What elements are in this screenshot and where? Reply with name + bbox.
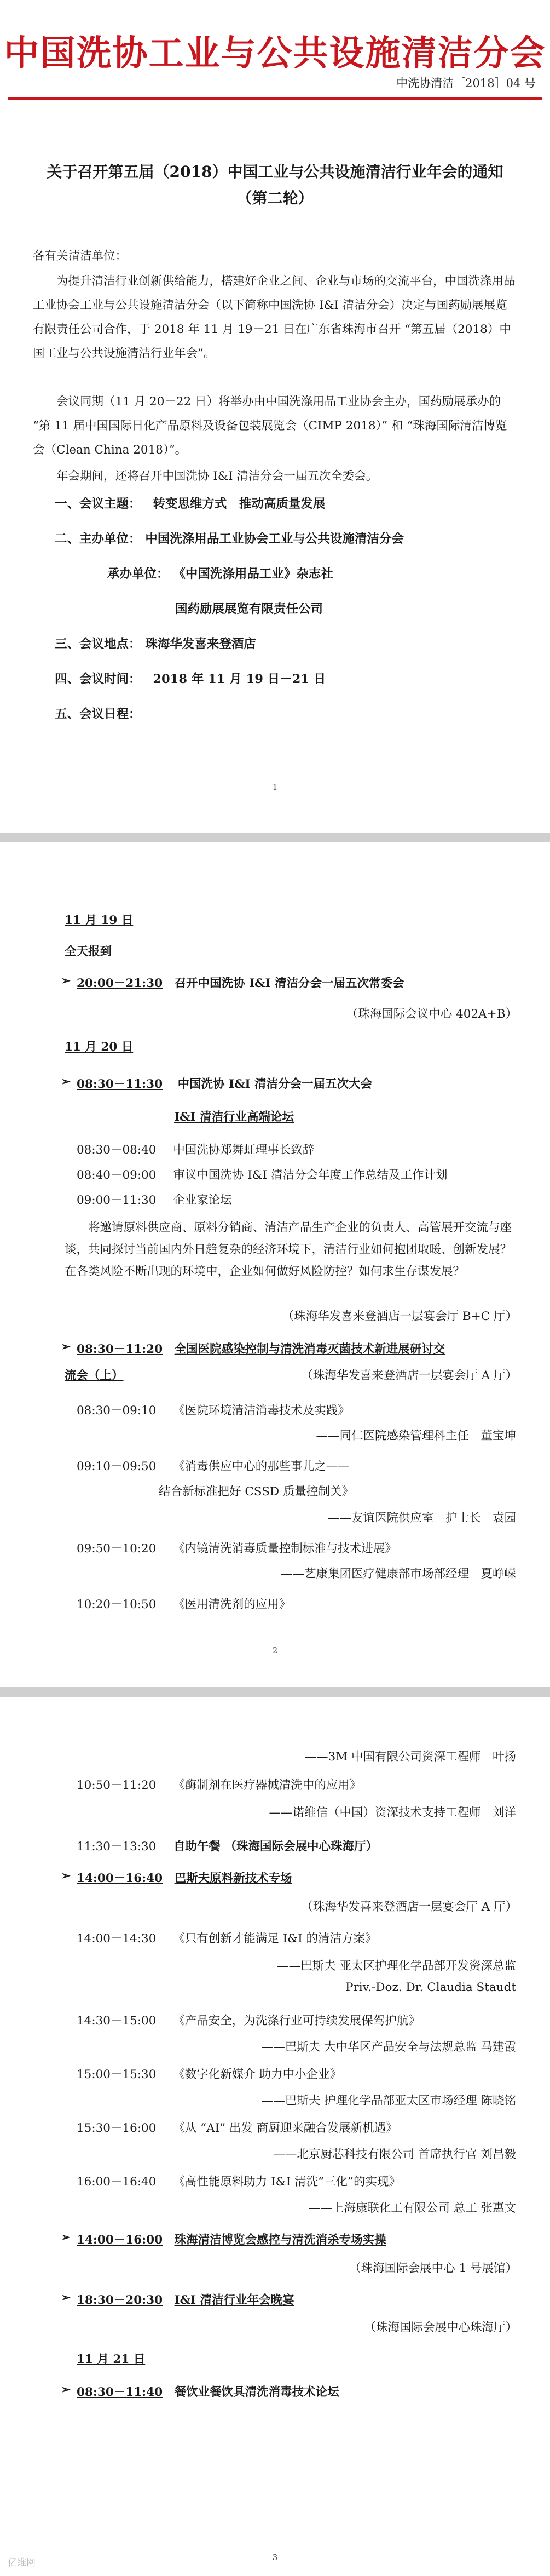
event-title: 巴斯夫原料新技术专场 (174, 1872, 292, 1885)
salutation: 各有关清洁单位： (33, 249, 128, 263)
talk-time: 15:00－15:30 (77, 2068, 157, 2081)
talk-time: 09:10－09:50 (77, 1460, 157, 1473)
event-location: （珠海国际会展中心 1 号展馆） (349, 2262, 517, 2275)
talk-speaker: ——巴斯夫 大中华区产品安全与法规总监 马建霞 (261, 2040, 516, 2054)
schedule-day-heading: 11 月 20 日 (65, 1040, 134, 1054)
talk-speaker: ——巴斯夫 护理化学品部亚太区市场经理 陈晓铭 (261, 2094, 516, 2108)
row-text: 中国洗协郑舞虹理事长致辞 (173, 1143, 315, 1157)
agenda-row (77, 1140, 314, 1157)
letterhead-divider (8, 97, 542, 100)
lunch-label: 自助午餐 (173, 1840, 221, 1854)
section-venue (55, 633, 256, 655)
document-page-3 (0, 1697, 550, 2576)
arrow-bullet-icon: ➢ (61, 2291, 71, 2304)
section-value: 转变思维方式 推动高质量发展 (153, 497, 326, 511)
talk-speaker: ——3M 中国有限公司资深工程师 叶扬 (304, 1750, 516, 1764)
agenda-event (77, 974, 404, 991)
event-location: （珠海华发喜来登酒店一层宴会厅 A 厅） (301, 1900, 517, 1914)
arrow-bullet-icon: ➢ (61, 2230, 71, 2244)
event-title: 中国洗协 I&I 清洁分会一届五次大会 (177, 1077, 373, 1091)
agenda-row (77, 1191, 232, 1208)
page-number: 2 (272, 1645, 278, 1655)
event-time: 08:30－11:40 (77, 2385, 163, 2399)
talk-time: 09:50－10:20 (77, 1542, 157, 1556)
talk-time: 16:00－16:40 (77, 2175, 157, 2189)
talk-title: 《消毒供应中心的那些事儿之—— (173, 1460, 350, 1473)
schedule-day-heading: 11 月 21 日 (77, 2353, 146, 2366)
talk-speaker: ——艺康集团医疗健康部市场部经理 夏峥嵘 (280, 1567, 516, 1581)
section-value: 珠海华发喜来登酒店 (145, 637, 256, 651)
event-time: 18:30－20:30 (77, 2293, 163, 2307)
talk-speaker: ——北京厨芯科技有限公司 首席执行官 刘昌毅 (273, 2148, 516, 2161)
org-letterhead-title: 中国洗协工业与公共设施清洁分会 (4, 33, 546, 74)
talk-title: 《数字化新媒介 助力中小企业》 (173, 2068, 342, 2081)
event-location: （珠海华发喜来登酒店一层宴会厅 A 厅） (301, 1369, 517, 1382)
talk-row (77, 1776, 361, 1793)
talk-row (77, 1929, 377, 1946)
section-label: 一、会议主题： (55, 497, 141, 511)
talk-speaker: ——巴斯夫 亚太区护理化学品部开发资深总监 (277, 1959, 516, 1973)
arrow-bullet-icon: ➢ (61, 974, 71, 987)
page-number: 1 (272, 782, 278, 792)
talk-title: 《酶制剂在医疗器械清洗中的应用》 (173, 1778, 362, 1792)
intro-paragraph-3: 年会期间，还将召开中国洗协 I&I 清洁分会一届五次全委会。 (56, 469, 378, 483)
site-watermark: 亿维网 (8, 2557, 36, 2568)
talk-time: 15:30－16:00 (77, 2121, 157, 2135)
section-label: 承办单位： (107, 567, 169, 581)
section-organizer (55, 528, 404, 550)
event-title: 餐饮业餐饮具清洗消毒技术论坛 (174, 2385, 339, 2399)
lunch-location: （珠海国际会展中心珠海厅） (224, 1840, 378, 1854)
section-label: 二、主办单位： (55, 532, 141, 546)
talk-title: 《医用清洗剂的应用》 (173, 1598, 291, 1611)
event-time: 20:00－21:30 (77, 977, 163, 990)
event-location: （珠海国际会展中心珠海厅） (364, 2321, 517, 2334)
talk-row (77, 2119, 398, 2136)
event-title-continued: 流会（上） (65, 1369, 124, 1382)
talk-title: 《产品安全，为洗涤行业可持续发展保驾护航》 (173, 2014, 420, 2028)
arrow-bullet-icon: ➢ (61, 1075, 71, 1088)
talk-title: 《从 “AI” 出发 商厨迎来融合发展新机遇》 (173, 2121, 398, 2135)
event-time: 14:00－16:00 (77, 2233, 163, 2247)
talk-speaker: ——同仁医院感染管理科主任 董宝坤 (316, 1429, 516, 1443)
talk-row (77, 2172, 401, 2189)
section-co-organizer (107, 563, 333, 585)
lunch-time: 11:30－13:30 (77, 1840, 157, 1854)
agenda-row (77, 1166, 448, 1183)
talk-row (77, 1539, 397, 1556)
co-organizer-2: 国药励展展览有限责任公司 (175, 602, 323, 616)
event-title: 全国医院感染控制与清洗消毒灭菌技术新进展研讨交 (174, 1342, 445, 1356)
event-subtitle: I&I 清洁行业高端论坛 (174, 1110, 294, 1124)
forum-description: 将邀请原料供应商、原料分销商、清洁产品生产企业的负责人、高管展开交流与座谈，共同探讨当前国内外日趋复杂的经济环境下，清洁行业如何抱团取暖、创新发展？在各类风险不断出现的环境中，企业如何做好风险防控？如何求生存谋发展？ (65, 1221, 512, 1278)
notice-title-line2: （第二轮） (236, 189, 314, 207)
agenda-event (77, 1075, 372, 1092)
row-time: 08:40－09:00 (77, 1168, 157, 1182)
talk-row (77, 1457, 350, 1474)
row-text: 企业家论坛 (173, 1194, 232, 1207)
arrow-bullet-icon: ➢ (61, 1340, 71, 1353)
schedule-day-heading: 11 月 19 日 (65, 914, 134, 927)
talk-time: 14:00－14:30 (77, 1932, 157, 1946)
event-time: 14:00－16:40 (77, 1872, 163, 1885)
agenda-event (77, 2291, 294, 2308)
event-title: 召开中国洗协 I&I 清洁分会一届五次常委会 (174, 977, 404, 990)
section-theme (55, 493, 325, 515)
section-label: 三、会议地点： (55, 637, 141, 651)
document-page-1 (0, 0, 550, 833)
event-location: （珠海华发喜来登酒店一层宴会厅 B+C 厅） (282, 1310, 517, 1323)
row-time: 08:30－08:40 (77, 1143, 157, 1157)
talk-time: 14:30－15:00 (77, 2014, 157, 2028)
arrow-bullet-icon: ➢ (61, 2383, 71, 2396)
agenda-event (77, 1869, 292, 1886)
talk-title: 《只有创新才能满足 I&I 的清洁方案》 (173, 1932, 377, 1946)
intro-paragraph-2: 会议同期（11 月 20－22 日）将举办由中国洗涤用品工业协会主办，国药励展承办的 “第 11 届中国国际日化产品原料及设备包装展览会（CIMP 2018）” 和 “珠海国际清洁博览会（Clean China 2018）”。 (33, 395, 507, 457)
section-label: 四、会议时间： (55, 672, 141, 686)
event-title: I&I 清洁行业年会晚宴 (174, 2293, 294, 2307)
talk-title-continued: 结合新标准把好 CSSD 质量控制关》 (159, 1485, 354, 1499)
arrow-bullet-icon: ➢ (61, 1869, 71, 1882)
talk-row (77, 1595, 291, 1612)
document-page-2 (0, 842, 550, 1687)
talk-speaker: ——诺维信（中国）资深技术支持工程师 刘洋 (269, 1806, 516, 1820)
event-time: 08:30－11:20 (77, 1342, 163, 1356)
notice-title (22, 159, 528, 211)
talk-title: 《内镜清洗消毒质量控制标准与技术进展》 (173, 1542, 397, 1556)
talk-time: 08:30－09:10 (77, 1404, 157, 1418)
lunch-row (77, 1837, 378, 1854)
talk-time: 10:20－10:50 (77, 1598, 157, 1611)
document-number: 中洗协清洁［2018］04 号 (396, 77, 536, 90)
talk-row (77, 1401, 350, 1418)
talk-row (77, 2065, 341, 2082)
agenda-event (77, 2230, 386, 2247)
event-time: 08:30－11:30 (77, 1077, 163, 1091)
agenda-event (77, 1340, 445, 1357)
page-number: 3 (272, 2552, 278, 2562)
day-subtitle: 全天报到 (65, 945, 112, 959)
agenda-event (77, 2383, 339, 2400)
row-text: 审议中国洗协 I&I 清洁分会年度工作总结及工作计划 (173, 1168, 448, 1182)
talk-time: 10:50－11:20 (77, 1778, 157, 1792)
event-location: （珠海国际会议中心 402A+B） (346, 1007, 517, 1021)
intro-paragraph-1: 为提升清洁行业创新供给能力，搭建好企业之间、企业与市场的交流平台，中国洗涤用品工业协会工业与公共设施清洁分会（以下简称中国洗协 I&I 清洁分会）决定与国药励展展览有限责任公司合作，于 2018 年 11 月 19－21 日在广东省珠海市召开 “第五届（2018）中国工业与公共设施清洁行业年会”。 (33, 274, 516, 360)
talk-title: 《医院环境清洁消毒技术及实践》 (173, 1404, 350, 1418)
talk-speaker: ——友谊医院供应室 护士长 袁园 (327, 1511, 516, 1525)
talk-speaker-name: Priv.-Doz. Dr. Claudia Staudt (345, 1981, 516, 1994)
section-schedule: 五、会议日程： (55, 707, 141, 721)
notice-title-line1: 关于召开第五届（2018）中国工业与公共设施清洁行业年会的通知 (47, 163, 503, 181)
section-value: 中国洗涤用品工业协会工业与公共设施清洁分会 (145, 532, 404, 546)
section-time (55, 668, 326, 690)
talk-speaker: ——上海康联化工有限公司 总工 张惠文 (308, 2201, 516, 2215)
event-title: 珠海清洁博览会感控与清洗消杀专场实操 (174, 2233, 386, 2247)
section-value: 《中国洗涤用品工业》杂志社 (173, 567, 333, 581)
talk-row (77, 2011, 420, 2028)
row-time: 09:00－11:30 (77, 1194, 157, 1207)
section-value: 2018 年 11 月 19 日－21 日 (153, 672, 326, 686)
talk-title: 《高性能原料助力 I&I 清洗“三化”的实现》 (173, 2175, 401, 2189)
